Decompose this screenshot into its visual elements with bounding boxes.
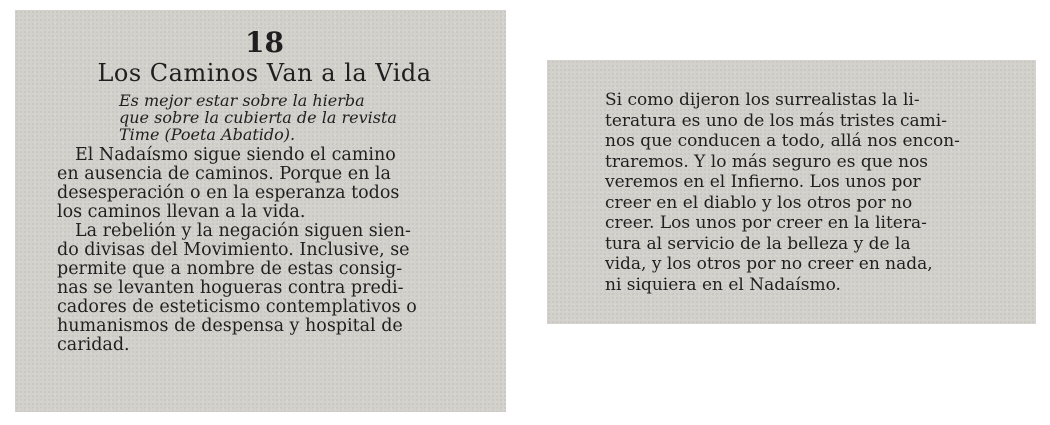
text-line: El Nadaísmo sigue siendo el camino	[75, 145, 396, 165]
text-line: caridad.	[57, 335, 130, 355]
right-newspaper-clipping	[547, 60, 1036, 324]
text-line: traremos. Y lo más seguro es que nos	[605, 151, 929, 172]
text-line: humanismos de despensa y hospital de	[57, 316, 403, 336]
text-line: Si como dijeron los surrealistas la li-	[605, 90, 920, 110]
paragraph-1	[57, 146, 472, 222]
epigraph	[119, 92, 472, 143]
epigraph-line: Time (Poeta Abatido).	[119, 125, 296, 144]
text-line: teratura es uno de los más tristes cami-	[605, 110, 947, 131]
text-line: en ausencia de caminos. Porque en la	[57, 164, 391, 184]
text-line: desesperación o en la esperanza todos	[57, 183, 400, 203]
text-line: vida, y los otros por no creer en nada,	[605, 254, 933, 274]
article-title: Los Caminos Van a la Vida	[97, 59, 432, 87]
text-line: La rebelión y la negación siguen sien-	[75, 221, 411, 241]
right-paragraph	[605, 90, 996, 295]
article-number: 18	[245, 26, 284, 59]
text-line: cadores de esteticismo contemplativos o	[57, 297, 417, 317]
text-line: creer en el diablo y los otros por no	[605, 192, 913, 213]
text-line: creer. Los unos por creer en la litera-	[605, 213, 927, 233]
epigraph-line: que sobre la cubierta de la revista	[119, 108, 397, 127]
text-line: nos que conducen a todo, allá nos encon-	[605, 131, 960, 151]
text-line: tura al servicio de la belleza y de la	[605, 233, 911, 254]
paragraph-2	[57, 222, 472, 355]
epigraph-line: Es mejor estar sobre la hierba	[119, 91, 365, 110]
text-line: permite que a nombre de estas consig-	[57, 259, 403, 279]
text-line: los caminos llevan a la vida.	[57, 202, 306, 222]
text-line: veremos en el Infierno. Los unos por	[605, 172, 921, 192]
text-line: ni siquiera en el Nadaísmo.	[605, 274, 841, 295]
text-line: do divisas del Movimiento. Inclusive, se	[57, 240, 410, 260]
text-line: nas se levanten hogueras contra predi-	[57, 278, 404, 298]
left-newspaper-clipping	[15, 10, 506, 412]
